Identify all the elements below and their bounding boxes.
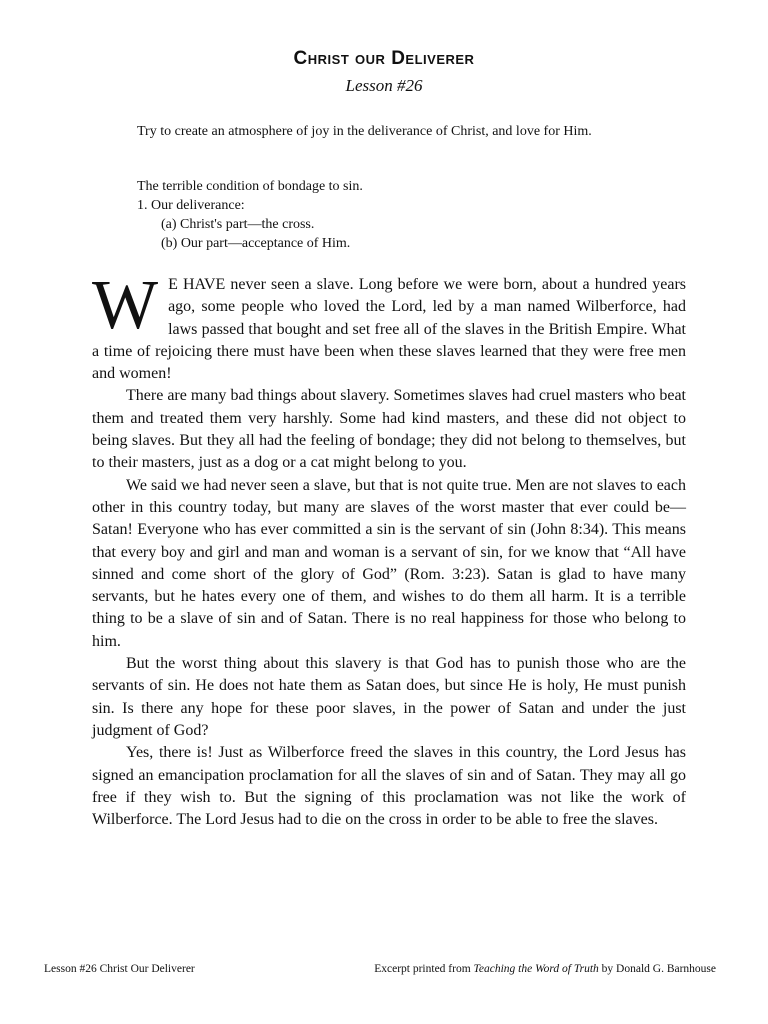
footer-source-suffix: by Donald G. Barnhouse [598, 963, 716, 975]
body-paragraph: We said we had never seen a slave, but that is not quite true. Men are not slaves to each other in this country today, but many are slaves of the worst master that ever could be—Satan! Everyone who has ever committed a sin is the servant of sin (John 8:34). This means that every boy and girl and man and woman is a servant of sin, for we know that “All have sinned and come short of the glory of God” (Rom. 3:23). Satan is glad to have many servants, but he hates every one of them, and wishes to do them all harm. It is a terrible thing to be a slave of sin and of Satan. There is no real happiness for those who belong to him. [92, 476, 686, 650]
page-title: Christ our Deliverer [293, 48, 475, 69]
body-paragraph: But the worst thing about this slavery is that God has to punish those who are the servants of sin. He does not hate them as Satan does, but since He is holy, He must punish sin. Is there any hope for these poor slaves, in the power of Satan and under the just judgment of God? [92, 655, 686, 739]
outline-subpoint: (b) Our part—acceptance of Him. [161, 236, 351, 251]
footer-source-prefix: Excerpt printed from [374, 963, 474, 975]
paragraph-text: E HAVE never seen a slave. Long before we were born, about a hundred years ago, some people who loved the Lord, led by a man named Wilberforce, had laws passed that bought and set free all of the slaves in the British Empire. What a time of rejoicing there must have been when these slaves learned that they were free men and women! [92, 276, 686, 383]
outline-heading: The terrible condition of bondage to sin. [137, 179, 363, 194]
lesson-number: Lesson #26 [345, 76, 423, 95]
footer-source [374, 963, 716, 975]
lesson-outline [137, 177, 657, 253]
lesson-body [92, 267, 686, 831]
body-paragraph [92, 267, 686, 385]
footer-lesson-label: Lesson #26 Christ Our Deliverer [44, 963, 195, 975]
footer-book-title: Teaching the Word of Truth [473, 963, 599, 975]
body-paragraph: There are many bad things about slavery. Sometimes slaves had cruel masters who beat them and treated them very harshly. Some had kind masters, and these did not object to being slaves. But they all had the feeling of bondage; they did not belong to themselves, but to their masters, just as a dog or a cat might belong to you. [92, 387, 686, 472]
body-paragraph: Yes, there is! Just as Wilberforce freed the slaves in this country, the Lord Jesus has signed an emancipation proclamation for all the slaves of sin and of Satan. They may all go free if they wish to. But the signing of this proclamation was not like the work of Wilberforce. The Lord Jesus had to die on the cross in order to be able to free the slaves. [92, 744, 686, 829]
lesson-aim: Try to create an atmosphere of joy in the deliverance of Christ, and love for Him. [137, 124, 592, 139]
drop-cap: W [92, 267, 159, 344]
outline-point: 1. Our deliverance: [137, 198, 245, 213]
outline-subpoint: (a) Christ's part—the cross. [161, 217, 315, 232]
